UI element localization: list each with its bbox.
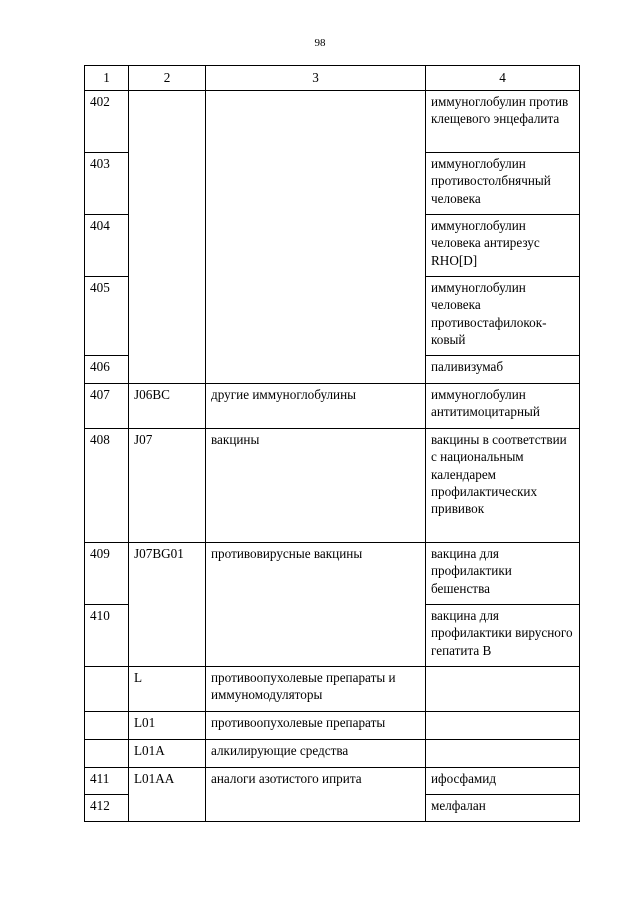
table-row bbox=[85, 429, 580, 543]
row-number: 408 bbox=[85, 429, 129, 543]
pharmacological-group: другие иммуноглобулины bbox=[206, 384, 426, 429]
drug-name bbox=[426, 712, 580, 740]
pharmacological-group: противовирусные вакцины bbox=[206, 543, 426, 667]
table-row bbox=[85, 712, 580, 740]
drug-name: иммуноглобулин человека антирезус RHO[D] bbox=[426, 215, 580, 277]
row-number: 407 bbox=[85, 384, 129, 429]
drug-name bbox=[426, 740, 580, 768]
row-number: 404 bbox=[85, 215, 129, 277]
pharmacological-group: противоопухолевые препараты и иммуномодуляторы bbox=[206, 667, 426, 712]
row-number: 406 bbox=[85, 356, 129, 384]
atc-code: L01A bbox=[129, 740, 206, 768]
atc-code: J06BC bbox=[129, 384, 206, 429]
drug-table bbox=[84, 65, 580, 822]
table-header-row bbox=[85, 66, 580, 91]
table-row bbox=[85, 768, 580, 795]
table-row bbox=[85, 384, 580, 429]
table-row bbox=[85, 543, 580, 605]
pharmacological-group: вакцины bbox=[206, 429, 426, 543]
row-number: 412 bbox=[85, 795, 129, 822]
column-header-1: 1 bbox=[85, 66, 129, 91]
table-row bbox=[85, 740, 580, 768]
atc-code: L bbox=[129, 667, 206, 712]
row-number bbox=[85, 712, 129, 740]
drug-name: мелфалан bbox=[426, 795, 580, 822]
row-number bbox=[85, 740, 129, 768]
column-header-2: 2 bbox=[129, 66, 206, 91]
atc-code: J07 bbox=[129, 429, 206, 543]
drug-name: ифосфамид bbox=[426, 768, 580, 795]
column-header-3: 3 bbox=[206, 66, 426, 91]
atc-code: J07BG01 bbox=[129, 543, 206, 667]
drug-name: вакцина для профилактики вирусного гепатита В bbox=[426, 605, 580, 667]
row-number: 411 bbox=[85, 768, 129, 795]
atc-code: L01AA bbox=[129, 768, 206, 822]
row-number: 403 bbox=[85, 153, 129, 215]
drug-name: вакцины в соответствии с национальным календарем профилактических прививок bbox=[426, 429, 580, 543]
table-row bbox=[85, 667, 580, 712]
drug-name: иммуноглобулин человека противостафилокок-ковый bbox=[426, 277, 580, 356]
drug-name: иммуноглобулин противостолбнячный человека bbox=[426, 153, 580, 215]
drug-name: вакцина для профилактики бешенства bbox=[426, 543, 580, 605]
pharmacological-group: аналоги азотистого иприта bbox=[206, 768, 426, 822]
row-number: 405 bbox=[85, 277, 129, 356]
atc-code: L01 bbox=[129, 712, 206, 740]
drug-name: иммуноглобулин против клещевого энцефалита bbox=[426, 91, 580, 153]
pharmacological-group: алкилирующие средства bbox=[206, 740, 426, 768]
row-number: 410 bbox=[85, 605, 129, 667]
row-number bbox=[85, 667, 129, 712]
drug-name bbox=[426, 667, 580, 712]
drug-name: иммуноглобулин антитимоцитарный bbox=[426, 384, 580, 429]
row-number: 409 bbox=[85, 543, 129, 605]
pharmacological-group: противоопухолевые препараты bbox=[206, 712, 426, 740]
page-number: 98 bbox=[314, 37, 326, 49]
column-header-4: 4 bbox=[426, 66, 580, 91]
drug-name: паливизумаб bbox=[426, 356, 580, 384]
row-number: 402 bbox=[85, 91, 129, 153]
atc-code bbox=[129, 91, 206, 384]
pharmacological-group bbox=[206, 91, 426, 384]
table-row bbox=[85, 91, 580, 153]
